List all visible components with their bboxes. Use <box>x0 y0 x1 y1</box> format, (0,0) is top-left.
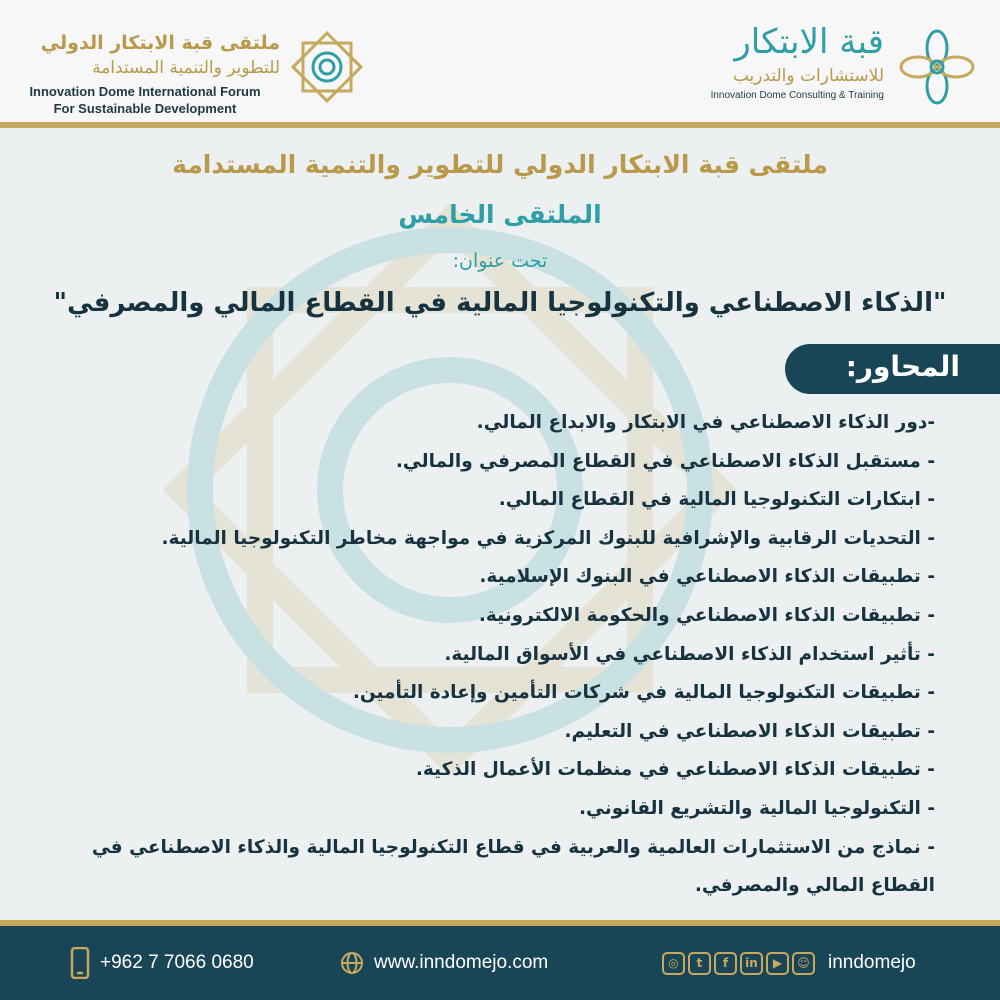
axes-list <box>40 404 935 905</box>
footer <box>0 926 1000 1000</box>
forum-logo-en-line1: Innovation Dome International Forum <box>29 84 261 99</box>
forum-logo <box>18 22 398 116</box>
list-item: - ابتكارات التكنولوجيا المالية في القطاع المالي. <box>498 489 935 511</box>
list-item: - تطبيقات الذكاء الاصطناعي في البنوك الإسلامية. <box>479 566 935 588</box>
topic-label: تحت عنوان: <box>452 250 548 272</box>
company-logo <box>672 22 982 112</box>
company-logo-ar-line2: للاستشارات والتدريب <box>732 66 884 86</box>
list-item: - نماذج من الاستثمارات العالمية والعربية في قطاع التكنولوجيا المالية والذكاء الاصطناعي في القطاع المالي والمصرفي. <box>91 836 935 896</box>
forum-logo-en-line2: For Sustainable Development <box>53 101 237 116</box>
list-item: - تطبيقات التكنولوجيا المالية في شركات التأمين وإعادة التأمين. <box>352 682 935 704</box>
axes-heading-badge <box>785 344 1000 394</box>
forum-title: ملتقى قبة الابتكار الدولي للتطوير والتنمية المستدامة <box>172 150 828 179</box>
forum-logo-ar-line1: ملتقى قبة الابتكار الدولي <box>40 32 280 54</box>
phone-icon <box>70 947 90 979</box>
youtube-icon[interactable]: ▶ <box>766 952 789 975</box>
snapchat-icon[interactable]: ☺ <box>792 952 815 975</box>
company-logo-en-line1: Innovation Dome Consulting & Training <box>710 90 884 101</box>
petal-emblem-icon <box>894 24 980 110</box>
linkedin-icon[interactable]: in <box>740 952 763 975</box>
social-handle[interactable]: inndomejo <box>828 952 916 973</box>
list-item: -دور الذكاء الاصطناعي في الابتكار والابداع المالي. <box>476 412 935 433</box>
social-links <box>662 926 916 1000</box>
list-item: - تطبيقات الذكاء الاصطناعي في التعليم. <box>564 720 935 742</box>
twitter-icon[interactable]: t <box>688 952 711 975</box>
company-logo-ar-line1: قبة الابتكار <box>734 22 884 62</box>
list-item: - التكنولوجيا المالية والتشريع القانوني. <box>579 797 935 819</box>
website-url: www.inndomejo.com <box>374 952 549 973</box>
header <box>0 0 1000 122</box>
facebook-icon[interactable]: f <box>714 952 737 975</box>
instagram-icon[interactable]: ◎ <box>662 952 685 975</box>
phone-contact[interactable] <box>70 926 254 1000</box>
website-link[interactable] <box>340 926 548 1000</box>
phone-number: +962 7 7066 0680 <box>100 952 254 973</box>
header-divider <box>0 122 1000 128</box>
list-item: - تطبيقات الذكاء الاصطناعي في منظمات الأعمال الذكية. <box>415 759 935 781</box>
list-item: - تطبيقات الذكاء الاصطناعي والحكومة الالكترونية. <box>478 604 935 626</box>
forum-logo-ar-line2: للتطوير والتنمية المستدامة <box>92 58 280 78</box>
list-item: - تأثير استخدام الذكاء الاصطناعي في الأسواق المالية. <box>444 643 935 665</box>
globe-icon <box>340 951 364 975</box>
list-item: - التحديات الرقابية والإشرافية للبنوك المركزية في مواجهة مخاطر التكنولوجيا المالية. <box>161 527 935 549</box>
axes-heading: المحاور: <box>845 350 960 383</box>
list-item: - مستقبل الذكاء الاصطناعي في القطاع المصرفي والمالي. <box>395 450 935 472</box>
octagram-emblem-icon <box>286 26 368 108</box>
forum-edition: الملتقى الخامس <box>398 200 602 229</box>
topic-title: "الذكاء الاصطناعي والتكنولوجيا المالية في القطاع المالي والمصرفي" <box>53 288 947 318</box>
